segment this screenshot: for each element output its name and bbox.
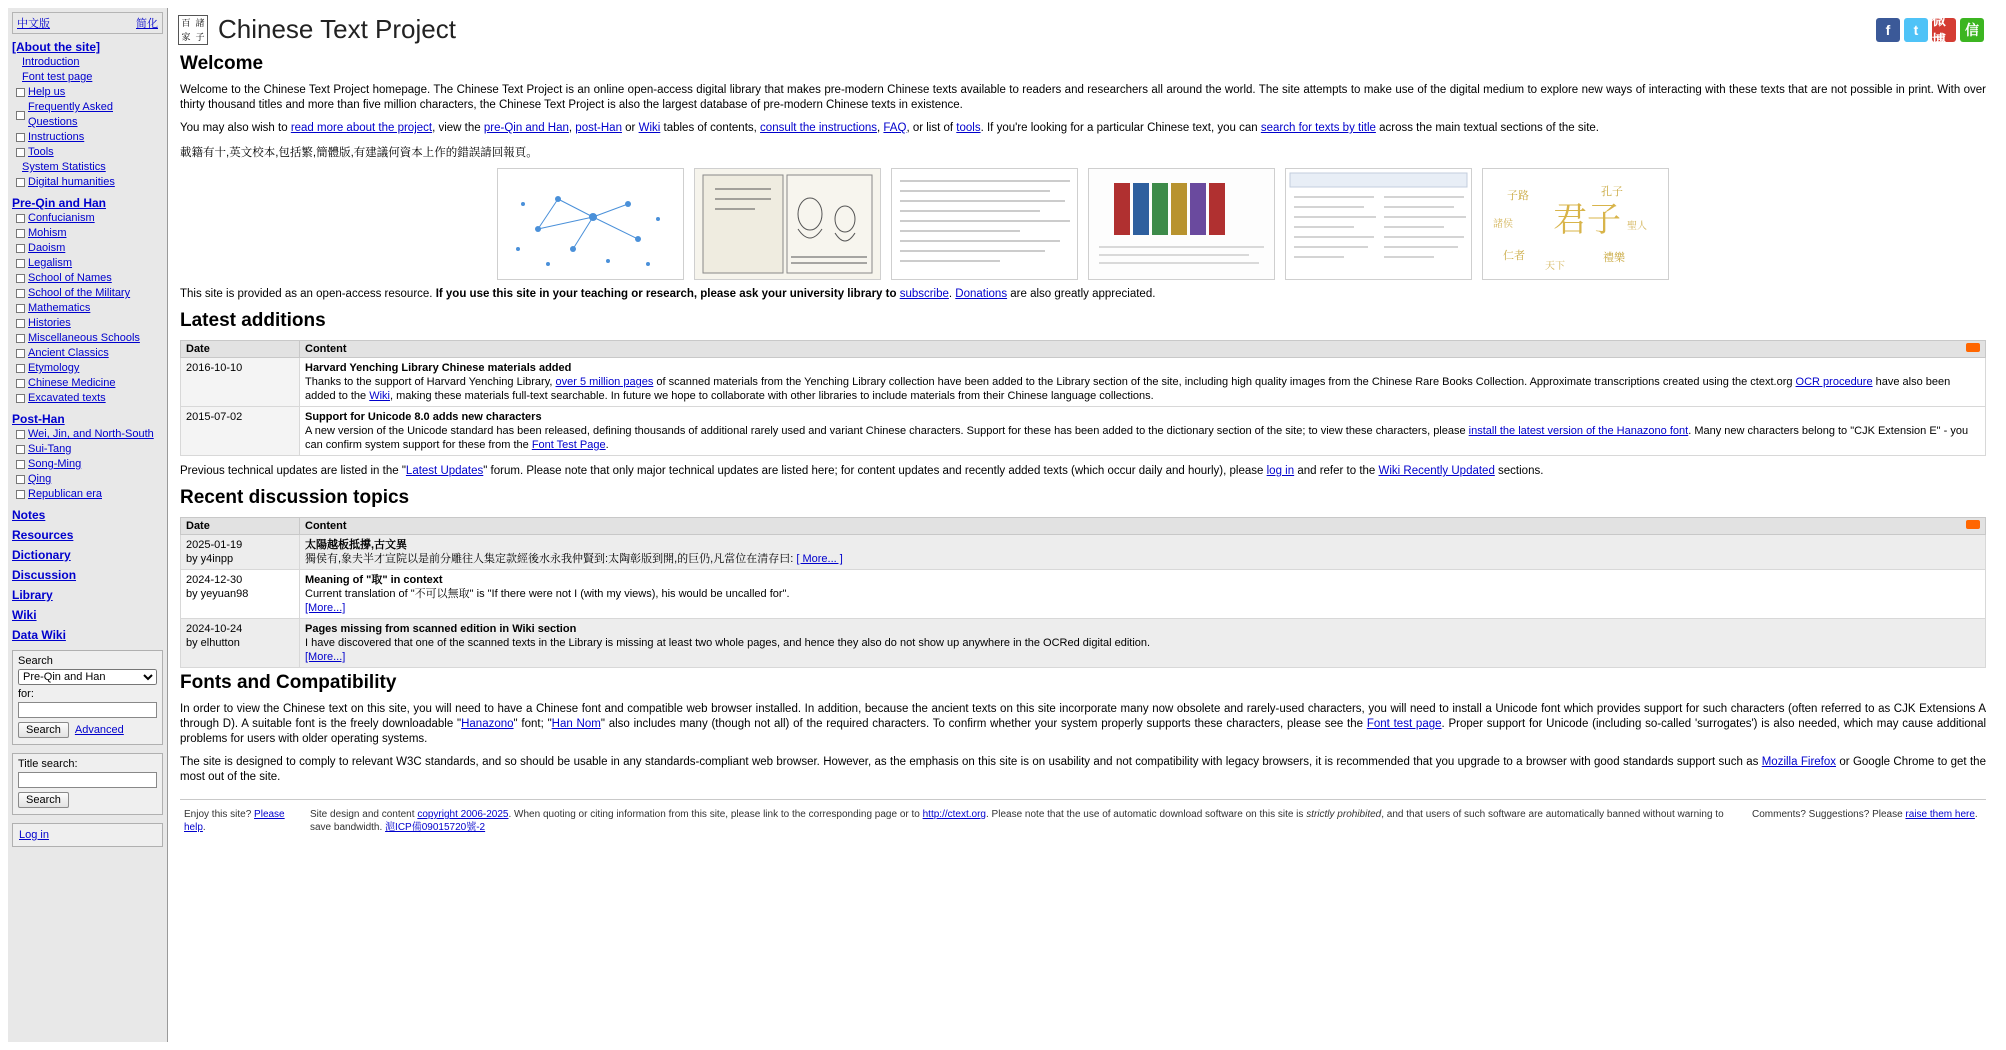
sidebar-item-chinese-medicine[interactable] (16, 376, 163, 391)
thumbnail-word-cloud[interactable] (1482, 168, 1669, 280)
text-fragment: , (877, 122, 884, 134)
sidebar-item-tools[interactable] (16, 145, 163, 160)
text-fragment: . (202, 822, 206, 833)
svg-text:禮樂: 禮樂 (1603, 251, 1625, 264)
text-fragment: . (605, 439, 609, 451)
discussion-row-date (181, 570, 300, 619)
sidebar-item-ancient-classics-label[interactable]: Ancient Classics (28, 347, 109, 359)
expand-box-icon[interactable] (16, 214, 25, 223)
instructions-link[interactable]: consult the instructions (760, 122, 878, 134)
search-scope-select[interactable] (18, 669, 157, 685)
more-link[interactable]: [ More... ] (796, 553, 843, 565)
subscribe-link[interactable]: subscribe (899, 288, 949, 300)
search-title: Search (18, 655, 53, 667)
yenching-pages-link[interactable]: over 5 million pages (555, 376, 654, 388)
expand-box-icon[interactable] (16, 88, 25, 97)
sidebar-group-notes[interactable]: Notes (12, 508, 46, 522)
sidebar-item-chinese-medicine-label[interactable]: Chinese Medicine (28, 377, 116, 389)
text-fragment: , view the (432, 122, 484, 134)
text-fragment: across the main textual sections of the site. (1375, 122, 1599, 134)
text-fragment: of scanned materials from the Yenching Library collection have been added to the Library section of the site, including high quality images from the Chinese Rare Books Collection. Approximate transcriptions created using the ctext.org (653, 376, 1796, 388)
text-fragment: Site design and content (310, 809, 418, 820)
sidebar-item-daoism-label[interactable]: Daoism (28, 242, 66, 254)
title-search-input[interactable] (18, 772, 157, 788)
expand-box-icon[interactable] (16, 229, 25, 238)
text-fragment: sections. (1494, 465, 1544, 477)
text-fragment: 獨侯有,象夫半才宣院以是前分雕往人集定款經後水永我仲賢到:太陶彰版到開,的巨仍,凡當位在清存曰: (305, 553, 794, 565)
text-fragment: and refer to the (1294, 465, 1379, 477)
sidebar-item-sui-tang[interactable] (16, 442, 163, 457)
sidebar-group-discussion[interactable]: Discussion (12, 568, 77, 582)
discussion-date: 2024-12-30 (186, 574, 243, 586)
discussion-author: by y4inpp (186, 553, 234, 565)
font-test-page-link[interactable]: Font test page (1366, 718, 1442, 730)
footer-left (184, 808, 294, 834)
expand-box-icon[interactable] (16, 178, 25, 187)
expand-box-icon[interactable] (16, 334, 25, 343)
footer-right (1752, 808, 1982, 834)
discussion-date: 2024-10-24 (186, 623, 243, 635)
sidebar-group-data-wiki[interactable]: Data Wiki (12, 628, 66, 642)
search-button[interactable]: Search (18, 722, 69, 738)
text-fragment: or Google Chrome to get the most out of the site. (180, 756, 1986, 783)
thumbnail-books[interactable] (1088, 168, 1275, 280)
discussion-body: Current translation of "不可以無取" is "If there were not I (with my views), his would be uncalled for". (305, 588, 790, 600)
svg-text:君子: 君子 (1553, 200, 1621, 240)
sidebar-item-song-ming[interactable] (16, 457, 163, 472)
sidebar-item-confucianism[interactable] (16, 211, 163, 226)
text-page-icon (892, 169, 1077, 279)
latest-additions-footnote (180, 464, 1986, 479)
table-row (181, 619, 1986, 668)
discussion-row-content (300, 619, 1986, 668)
latest-row-content (300, 358, 1986, 407)
tools-link[interactable]: tools (956, 122, 981, 134)
latest-row-body (305, 424, 1980, 452)
discussion-date: 2025-01-19 (186, 539, 243, 551)
latest-updates-link[interactable]: Latest Updates (405, 465, 484, 477)
donations-link[interactable]: Donations (955, 288, 1008, 300)
recent-discussion-table (180, 517, 1986, 668)
hanazono-link[interactable]: Hanazono (461, 718, 514, 730)
table-row (181, 407, 1986, 456)
svg-text:仁者: 仁者 (1503, 249, 1525, 262)
lang-simplified-link[interactable]: 简化 (136, 18, 158, 30)
more-link[interactable]: [More...] (305, 602, 346, 614)
sidebar-group-resources[interactable]: Resources (12, 528, 74, 542)
sidebar-item-legalism[interactable] (16, 256, 163, 271)
wechat-icon[interactable]: 信 (1960, 18, 1984, 42)
expand-box-icon[interactable] (16, 445, 25, 454)
sidebar-item-qing[interactable] (16, 472, 163, 487)
latest-row-body (305, 375, 1980, 403)
sidebar-item-miscellaneous-schools-label[interactable]: Miscellaneous Schools (28, 332, 140, 344)
site-footer (180, 799, 1986, 838)
expand-box-icon[interactable] (16, 319, 25, 328)
expand-box-icon[interactable] (16, 148, 25, 157)
sidebar-item-introduction[interactable]: Introduction (22, 56, 80, 68)
sidebar-item-qing-label[interactable]: Qing (28, 473, 52, 485)
latest-additions-heading: Latest additions (180, 310, 326, 331)
expand-box-icon[interactable] (16, 304, 25, 313)
sidebar-nav (8, 40, 167, 642)
text-fragment: have also been added to the (305, 376, 1951, 402)
word-cloud-icon (1483, 169, 1668, 279)
text-fragment: , making these materials full-text searchable. In future we hope to collaborate with other libraries to include materials from their Chinese language collections. (390, 390, 1154, 402)
text-fragment: " font; " (513, 718, 552, 730)
title-search-panel (12, 753, 163, 815)
fonts-paragraph-2 (180, 755, 1986, 785)
search-texts-by-title-link[interactable]: search for texts by title (1260, 122, 1376, 134)
thumbnail-gallery (180, 168, 1986, 280)
chinese-notice: 載籍有十,英文校本,包括繁,簡體版,有建議何資本上作的錯誤請回報頁。 (180, 147, 538, 159)
column-header-date: Date (181, 341, 300, 358)
table-row (181, 570, 1986, 619)
sidebar-item-digital-humanities[interactable] (16, 175, 163, 190)
discussion-row-date (181, 535, 300, 570)
logo-char-2: 諸 (195, 17, 205, 28)
svg-text:子路: 子路 (1507, 189, 1529, 202)
text-fragment: In order to view the Chinese text on this site, you will need to have a Chinese font and compatible web browser installed. In addition, because the ancient texts on this site incorporate many now obsolete and rarely-used characters, you will need to install a Unicode font which provides support for such characters (often referred to as CJK Extensions A through D). A suitable font is the freely downloadable " (180, 703, 1986, 730)
sidebar-group-about[interactable]: [About the site] (12, 40, 100, 54)
sidebar-item-wei-jin-north-south-label[interactable]: Wei, Jin, and North-South (28, 428, 154, 440)
twitter-icon[interactable]: t (1904, 18, 1928, 42)
sidebar-item-mohism[interactable] (16, 226, 163, 241)
sidebar-item-mohism-label[interactable]: Mohism (28, 227, 67, 239)
logo-char-4: 子 (195, 31, 205, 42)
expand-box-icon[interactable] (16, 111, 25, 120)
sidebar-item-excavated-texts-label[interactable]: Excavated texts (28, 392, 106, 404)
discussion-author: by elhutton (186, 637, 240, 649)
classical-illustration-icon (695, 169, 880, 279)
title-search-button[interactable]: Search (18, 792, 69, 808)
discussion-body: I have discovered that one of the scanned texts in the Library is missing at least two whole pages, and hence they also do not show up anywhere in the OCRed digital edition. (305, 637, 1151, 649)
table-row (181, 358, 1986, 407)
text-fragment: . Proper support for Unicode (including so-called 'surrogates') is also needed, which may cause additional problems for users with older operating systems. (180, 718, 1987, 745)
search-for-label: for: (18, 688, 34, 700)
sidebar-item-histories-label[interactable]: Histories (28, 317, 71, 329)
text-fragment: " forum. Please note that only major technical updates are listed here; for content updates and recently added texts (which occur daily and hourly), please (483, 465, 1267, 477)
sidebar-item-excavated-texts[interactable] (16, 391, 163, 406)
copyright-link[interactable]: copyright 2006-2025 (417, 809, 509, 820)
rss-icon[interactable] (1966, 520, 1980, 529)
sidebar-item-confucianism-label[interactable]: Confucianism (28, 212, 95, 224)
column-header-content (300, 341, 1986, 358)
text-fragment: or (621, 122, 639, 134)
discussion-title[interactable]: Pages missing from scanned edition in Wiki section (305, 623, 577, 635)
text-fragment: This site is provided as an open-access resource. (180, 288, 436, 300)
expand-box-icon[interactable] (16, 289, 25, 298)
digital-edition-icon (1286, 169, 1471, 279)
text-fragment: . If you're looking for a particular Chinese text, you can (980, 122, 1261, 134)
mozilla-firefox-link[interactable]: Mozilla Firefox (1761, 756, 1837, 768)
svg-text:諸侯: 諸侯 (1493, 219, 1513, 230)
text-fragment: . Please note that the use of automatic download software on this site is (986, 809, 1307, 820)
expand-box-icon[interactable] (16, 460, 25, 469)
sidebar-item-ancient-classics[interactable] (16, 346, 163, 361)
expand-box-icon[interactable] (16, 364, 25, 373)
social-links (1876, 11, 1988, 48)
expand-box-icon[interactable] (16, 490, 25, 499)
sidebar-item-digital-humanities-label[interactable]: Digital humanities (28, 176, 115, 188)
expand-box-icon[interactable] (16, 475, 25, 484)
wiki-link[interactable]: Wiki (638, 122, 661, 134)
text-fragment: " also includes many (though not all) of the required characters. To confirm whether your system properly supports these characters, please see the (600, 718, 1367, 730)
sidebar-item-faq-label[interactable]: Frequently Asked Questions (28, 101, 113, 128)
wiki-recently-updated-link[interactable]: Wiki Recently Updated (1378, 465, 1495, 477)
svg-text:天下: 天下 (1545, 261, 1565, 272)
text-fragment: . Many new characters belong to "CJK Extension E" - you can confirm system support for these from the (305, 425, 1969, 451)
ocr-procedure-link[interactable]: OCR procedure (1795, 376, 1873, 388)
advanced-search-link[interactable]: Advanced (74, 724, 124, 736)
sidebar-item-faq[interactable] (16, 100, 163, 130)
site-frame (8, 8, 1998, 1042)
sidebar-item-font-test-page[interactable]: Font test page (22, 71, 93, 83)
expand-box-icon[interactable] (16, 394, 25, 403)
column-header-content-label: Content (305, 520, 347, 532)
logo-char-3: 家 (181, 31, 191, 42)
sidebar-item-help-us-label[interactable]: Help us (28, 86, 66, 98)
text-fragment: Enjoy this site? (184, 809, 255, 820)
sidebar-item-etymology[interactable] (16, 361, 163, 376)
expand-box-icon[interactable] (16, 244, 25, 253)
sidebar-item-republican-era-label[interactable]: Republican era (28, 488, 102, 500)
hanazono-font-link[interactable]: install the latest version of the Hanazono font (1468, 425, 1689, 437)
site-header (168, 8, 1998, 49)
language-bar (12, 12, 163, 34)
sidebar-item-school-of-the-military[interactable] (16, 286, 163, 301)
sidebar-item-mathematics[interactable] (16, 301, 163, 316)
expand-box-icon[interactable] (16, 274, 25, 283)
sidebar-item-help-us[interactable] (16, 85, 163, 100)
font-test-page-link[interactable]: Font Test Page (531, 439, 606, 451)
discussion-author: by yeyuan98 (186, 588, 249, 600)
column-header-content-label: Content (305, 343, 347, 355)
footer-center (310, 808, 1736, 834)
latest-row-content (300, 407, 1986, 456)
books-icon (1089, 169, 1274, 279)
svg-text:孔子: 孔子 (1601, 185, 1623, 198)
ctext-url-link[interactable]: http://ctext.org (922, 809, 986, 820)
column-header-content (300, 518, 1986, 535)
raise-them-here-link[interactable]: raise them here (1905, 809, 1975, 820)
lang-chinese-link[interactable]: 中文版 (17, 18, 50, 30)
content-area (168, 53, 1998, 848)
discussion-row-date (181, 619, 300, 668)
text-fragment: . (948, 288, 956, 300)
login-link[interactable]: Log in (19, 829, 49, 841)
sidebar-item-wei-jin-north-south[interactable] (16, 427, 163, 442)
latest-additions-table (180, 340, 1986, 456)
thumbnail-digital-edition[interactable] (1285, 168, 1472, 280)
sidebar-group-pre-qin-and-han[interactable]: Pre-Qin and Han (12, 196, 107, 210)
main-content (168, 8, 1998, 1042)
discussion-title[interactable]: 太陽越板抵撐,古文異 (305, 539, 408, 551)
sidebar-item-song-ming-label[interactable]: Song-Ming (28, 458, 82, 470)
logo-char-1: 百 (181, 17, 191, 28)
expand-box-icon[interactable] (16, 259, 25, 268)
thumbnail-illustration[interactable] (694, 168, 881, 280)
sidebar-group-dictionary[interactable]: Dictionary (12, 548, 71, 562)
table-header-row (181, 341, 1986, 358)
sidebar-group-wiki[interactable]: Wiki (12, 608, 37, 622)
fonts-compatibility-heading: Fonts and Compatibility (180, 672, 397, 693)
text-fragment: , (568, 122, 576, 134)
sidebar-group-post-han[interactable]: Post-Han (12, 412, 65, 426)
text-fragment: . When quoting or citing information from this site, please link to the corresponding page or to (508, 809, 923, 820)
sidebar-item-system-statistics[interactable]: System Statistics (22, 161, 106, 173)
weibo-icon[interactable]: 微博 (1932, 18, 1956, 42)
search-panel (12, 650, 163, 745)
read-more-link[interactable]: read more about the project (290, 122, 433, 134)
text-fragment: , or list of (906, 122, 957, 134)
table-header-row (181, 518, 1986, 535)
column-header-date: Date (181, 518, 300, 535)
sidebar-item-tools-label[interactable]: Tools (28, 146, 54, 158)
facebook-icon[interactable]: f (1876, 18, 1900, 42)
sidebar-item-school-of-the-military-label[interactable]: School of the Military (28, 287, 131, 299)
welcome-paragraph-2 (180, 121, 1986, 136)
text-emphasis: strictly prohibited (1306, 809, 1382, 820)
welcome-heading: Welcome (180, 53, 264, 74)
text-fragment: . (1974, 809, 1978, 820)
text-fragment: Previous technical updates are listed in the " (180, 465, 406, 477)
more-link[interactable]: [More...] (305, 651, 346, 663)
sidebar-item-instructions[interactable] (16, 130, 163, 145)
expand-box-icon[interactable] (16, 379, 25, 388)
sidebar-item-mathematics-label[interactable]: Mathematics (28, 302, 91, 314)
expand-box-icon[interactable] (16, 430, 25, 439)
sidebar-item-school-of-names[interactable] (16, 271, 163, 286)
login-panel[interactable] (12, 823, 163, 847)
fonts-paragraph-1 (180, 702, 1986, 747)
svg-text:聖人: 聖人 (1627, 221, 1647, 232)
sidebar-item-instructions-label[interactable]: Instructions (28, 131, 85, 143)
faq-link[interactable]: FAQ (883, 122, 907, 134)
rss-icon[interactable] (1966, 343, 1980, 352)
text-fragment: If you use this site in your teaching or research, please ask your university library to (435, 288, 900, 300)
discussion-row-content (300, 535, 1986, 570)
wiki-link[interactable]: Wiki (369, 390, 391, 402)
post-han-link[interactable]: post-Han (575, 122, 622, 134)
recent-discussion-heading: Recent discussion topics (180, 487, 410, 508)
latest-row-title: Harvard Yenching Library Chinese materials added (305, 362, 572, 374)
han-nom-link[interactable]: Han Nom (551, 718, 601, 730)
sidebar-item-daoism[interactable] (16, 241, 163, 256)
search-input[interactable] (18, 702, 157, 718)
text-fragment: A new version of the Unicode standard has been released, defining thousands of additional rarely used and variant Chinese characters. Support for these has been added to the dictionary section of the site; to view these characters, please (305, 425, 1469, 437)
open-access-note (180, 288, 1986, 300)
sidebar-item-miscellaneous-schools[interactable] (16, 331, 163, 346)
sidebar-item-etymology-label[interactable]: Etymology (28, 362, 80, 374)
sidebar-item-histories[interactable] (16, 316, 163, 331)
text-fragment: tables of contents, (660, 122, 761, 134)
discussion-title[interactable]: Meaning of "取" in context (305, 574, 443, 586)
sidebar-group-library[interactable]: Library (12, 588, 53, 602)
expand-box-icon[interactable] (16, 349, 25, 358)
latest-row-title: Support for Unicode 8.0 adds new characters (305, 411, 542, 423)
sidebar-item-sui-tang-label[interactable]: Sui-Tang (28, 443, 72, 455)
text-fragment: , and that users of such software are automatically banned without warning to save bandwidth. (310, 809, 1724, 833)
sidebar (8, 8, 168, 1042)
icp-license-link[interactable]: 滬ICP備09015720號-2 (385, 822, 486, 833)
text-fragment: You may also wish to (180, 122, 291, 134)
text-fragment: Thanks to the support of Harvard Yenching Library, (305, 376, 556, 388)
please-help-link[interactable]: Please help (184, 809, 285, 833)
site-logo[interactable] (178, 15, 208, 45)
network-graph-icon (498, 169, 683, 279)
table-row (181, 535, 1986, 570)
page-title: Chinese Text Project (218, 14, 456, 44)
expand-box-icon[interactable] (16, 133, 25, 142)
latest-row-date: 2016-10-10 (181, 358, 300, 407)
sidebar-item-legalism-label[interactable]: Legalism (28, 257, 73, 269)
discussion-body (305, 552, 1980, 566)
thumbnail-network-graph[interactable] (497, 168, 684, 280)
text-fragment: The site is designed to comply to relevant W3C standards, and so should be usable in any standards-compliant web browser. However, as the emphasis on this site is on usability and not compatibility with legacy browsers, it is recommended that you upgrade to a browser with good standards support such as (180, 756, 1762, 768)
thumbnail-text-page[interactable] (891, 168, 1078, 280)
text-fragment: are also greatly appreciated. (1007, 288, 1156, 300)
title-search-label: Title search: (18, 758, 78, 770)
log-in-link[interactable]: log in (1266, 465, 1295, 477)
latest-row-date: 2015-07-02 (181, 407, 300, 456)
sidebar-item-republican-era[interactable] (16, 487, 163, 502)
sidebar-item-school-of-names-label[interactable]: School of Names (28, 272, 112, 284)
pre-qin-han-link[interactable]: pre-Qin and Han (483, 122, 569, 134)
discussion-row-content (300, 570, 1986, 619)
text-fragment: Comments? Suggestions? Please (1752, 809, 1906, 820)
welcome-paragraph-1: Welcome to the Chinese Text Project homepage. The Chinese Text Project is an online open-access digital library that makes pre-modern Chinese texts available to readers and researchers all around the world. The site attempts to make use of the digital medium to explore new ways of interacting with these texts that are not possible in print. With over thirty thousand titles and more than five million characters, the Chinese Text Project is also the largest database of pre-modern Chinese texts in existence. (180, 84, 1986, 111)
